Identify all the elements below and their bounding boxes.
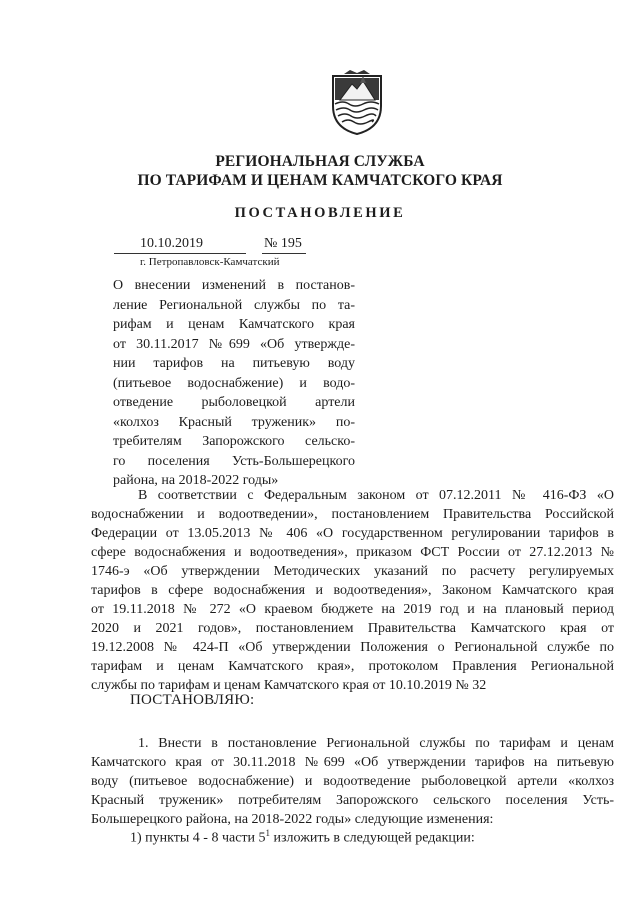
clause-line: Большерецкого района, на 2018-2022 годы» следующие изменения: <box>91 812 494 827</box>
preamble-line: водоснабжении и водоотведении», постановлением Правительства Российской <box>91 507 614 522</box>
sub-item-text: 1) пункты 4 - 8 части 5 <box>130 830 266 846</box>
subject-line: О внесении изменений в постанов- <box>113 278 355 293</box>
date-underline <box>114 253 246 254</box>
resolve-heading: ПОСТАНОВЛЯЮ: <box>130 692 255 708</box>
clause-line: Камчатского края от 30.11.2018 №699 «Об утверждении тарифов на питьевую <box>91 755 614 770</box>
clause-line: 1. Внести в постановление Региональной службы по тарифам и ценам <box>138 736 614 751</box>
preamble-line: Федерации от 13.05.2013 № 406 «О государственном регулировании тарифов в <box>91 526 614 541</box>
document-date: 10.10.2019 <box>140 236 203 251</box>
subject-line: рифам и ценам Камчатского края <box>113 317 355 332</box>
subject-line: от 30.11.2017 №699 «Об утвержде- <box>113 336 355 352</box>
subject-line: отведение рыболовецкой артели <box>113 395 355 410</box>
subject-line: ление Региональной службы по та- <box>113 297 355 313</box>
preamble-line: 19.12.2008 № 424-П «Об утверждении Положения о Региональной службе по <box>91 640 614 655</box>
subject-line: нии тарифов на питьевую воду <box>113 356 355 371</box>
preamble-paragraph <box>91 486 614 695</box>
sub-item-text-end: изложить в следующей редакции: <box>270 830 475 846</box>
preamble-line: от 19.11.2018 № 272 «О краевом бюджете на 2019 год и на плановый период <box>91 602 614 617</box>
preamble-line: 1746-э «Об утверждении Методических указаний по расчету регулируемых <box>91 564 614 579</box>
preamble-line: тарифов в сфере водоснабжения и водоотведения», Законом Камчатского края <box>91 583 614 598</box>
kamchatka-coat-of-arms-icon <box>330 70 384 136</box>
clause-1-paragraph <box>91 734 614 829</box>
subject-line: го поселения Усть-Большерецкого <box>113 453 355 469</box>
subject-block <box>113 276 355 491</box>
document-city: г. Петропавловск-Камчатский <box>140 256 280 268</box>
document-type-title: ПОСТАНОВЛЕНИЕ <box>234 205 406 221</box>
sub-item-1 <box>130 828 475 847</box>
subject-line: «колхоз Красный труженик» по- <box>113 414 355 430</box>
subject-line: (питьевое водоснабжение) и водо- <box>113 375 355 391</box>
preamble-line: В соответствии с Федеральным законом от 07.12.2011 № 416-ФЗ «О <box>138 488 614 503</box>
preamble-line: тарифам и ценам Камчатского края», протоколом Правления Региональной <box>91 659 614 674</box>
clause-line: Красный труженик» потребителям Запорожского сельского поселения Усть- <box>91 793 614 808</box>
preamble-line: сфере водоснабжения и водоотведения», приказом ФСТ России от 27.12.2013 № <box>91 545 614 560</box>
agency-name-line2: ПО ТАРИФАМ И ЦЕНАМ КАМЧАТСКОГО КРАЯ <box>137 172 503 189</box>
sub-item-superscript: 1 <box>265 828 271 838</box>
subject-line: района, на 2018-2022 годы» <box>113 473 279 488</box>
number-underline <box>262 253 306 254</box>
document-number: № 195 <box>264 236 302 251</box>
preamble-line: службы по тарифам и ценам Камчатского края от 10.10.2019 № 32 <box>91 678 487 693</box>
preamble-line: 2020 и 2021 годов», постановлением Правительства Камчатского края от <box>91 621 614 636</box>
agency-name-line1: РЕГИОНАЛЬНАЯ СЛУЖБА <box>215 153 425 170</box>
clause-line: воду (питьевое водоснабжение) и водоотведение рыболовецкой артели «колхоз <box>91 774 614 789</box>
subject-line: требителям Запорожского сельско- <box>113 434 355 449</box>
